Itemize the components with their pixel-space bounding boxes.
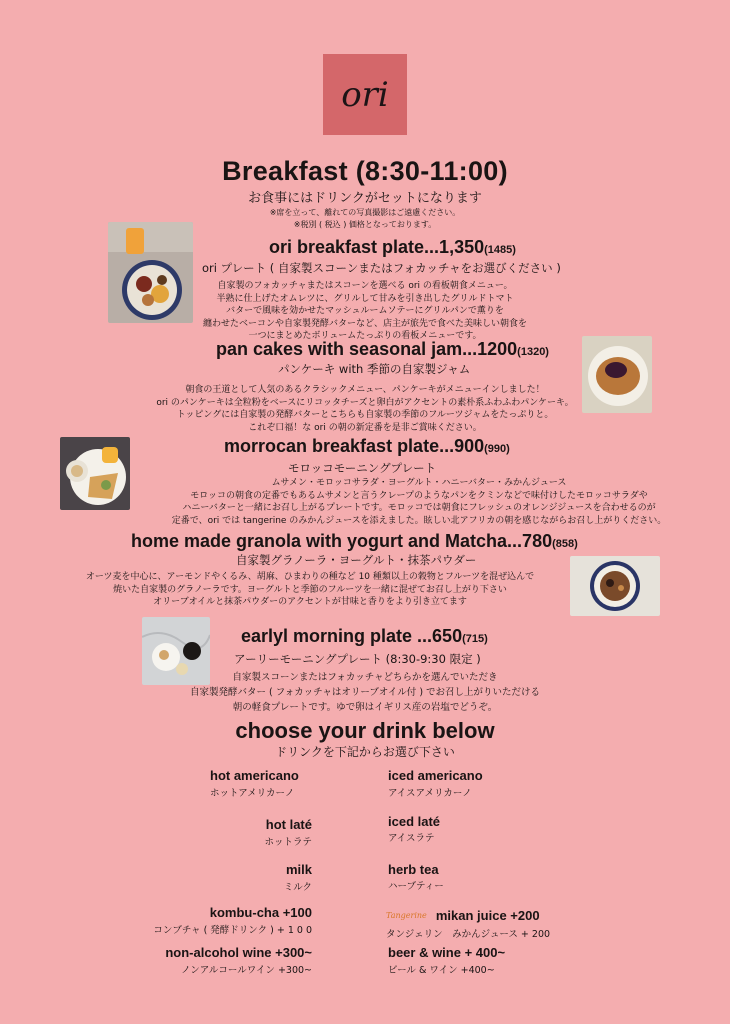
moroccan-plate-photo	[60, 437, 130, 510]
granola-photo	[570, 556, 660, 616]
desc-line: モロッコの朝食の定番でもあるムサメンと言うクレープのようなパンをクミンなどで味付けしたモロッコサラダや	[190, 490, 648, 501]
drink-jp: ホットアメリカーノ	[210, 788, 295, 799]
item-3-tax: (990)	[484, 443, 510, 455]
drinks-title: choose your drink below	[235, 718, 495, 743]
drink-non-alcohol-wine	[100, 945, 312, 976]
drink-jp: アイスアメリカーノ	[388, 788, 472, 799]
desc-line: 朝食の王道として人気のあるクラシックメニュー、パンケーキがメニューインしました！	[185, 385, 545, 395]
item-1-name: ori breakfast plate...1,350	[269, 237, 485, 257]
drink-name: non-alcohol wine +300~	[165, 945, 312, 960]
drink-jp: コンブチャ ( 発酵ドリンク ) + 1 0 0	[153, 925, 312, 936]
drink-jp: ハーブティー	[388, 881, 444, 892]
item-4-name: home made granola with yogurt and Matcha...780	[131, 531, 553, 551]
item-3-desc	[134, 477, 704, 527]
drink-jp: ノンアルコールワイン +300~	[181, 965, 312, 976]
desc-line: ムサメン・モロッコサラダ・ヨーグルト・ハニーバター・みかんジュース	[271, 478, 567, 488]
drink-name: iced americano	[388, 768, 483, 783]
item-5-desc	[0, 670, 730, 715]
desc-line: 半熟に仕上げたオムレツに、グリルして甘みを引き出したグリルドトマト	[216, 293, 514, 304]
item-1-title	[269, 237, 516, 258]
page-title: Breakfast (8:30-11:00)	[222, 156, 508, 186]
item-5-tax: (715)	[462, 633, 488, 645]
drink-jp: ビール & ワイン +400~	[388, 965, 495, 976]
item-2-name: pan cakes with seasonal jam...1200	[216, 339, 518, 359]
drink-name: beer & wine + 400~	[388, 945, 506, 960]
drink-name: mikan juice +200	[435, 908, 540, 923]
item-3-name: morrocan breakfast plate...900	[224, 436, 485, 456]
item-5-name: earlyl morning plate ...650	[241, 626, 463, 646]
item-4-tax: (858)	[552, 538, 578, 550]
item-1-desc	[0, 280, 730, 343]
item-3-title	[224, 436, 510, 457]
drink-herb-tea	[388, 862, 588, 892]
drink-beer-wine	[388, 945, 608, 976]
desc-line: バターで風味を効かせたマッシュルームソテーにグリルパンで薫りを	[226, 306, 504, 316]
item-5-jp: アーリーモーニングプレート (8:30-9:30 限定 )	[234, 652, 481, 666]
desc-line: ハニーバターと一緒にお召し上がるプレートです。モロッコでは朝食にフレッシュのオレンジジュースを合わせるのが	[182, 503, 656, 513]
item-5-title	[241, 626, 488, 647]
desc-line: これぞ口福！な ori の朝の新定番を是非ご賞味ください。	[248, 422, 482, 433]
desc-line: 纏わせたベーコンや自家製発酵バターなど、店主が旅先で食べた美味しい朝食を	[202, 318, 527, 329]
drink-kombucha	[120, 905, 312, 936]
drink-jp: ミルク	[283, 882, 312, 893]
desc-line: 焼いた自家製のグラノーラです。ヨーグルトと季節のフルーツを一緒に混ぜてお召し上がり下さい	[113, 584, 507, 595]
desc-line: 定番で、ori では tangerine のみかんジュースを添えました。眩しい北アフリカの朝を感じながらお召し上がりください。	[171, 515, 667, 526]
desc-line: 自家製スコーンまたはフォカッチャどちらかを選んでいただき	[232, 672, 498, 683]
desc-line: オーツ麦を中心に、アーモンドやくるみ、胡麻、ひまわりの種など 10 種類以上の穀物とフルーツを混ぜ込んで	[85, 572, 535, 582]
drink-name: iced laté	[388, 814, 441, 829]
item-2-jp: パンケーキ with 季節の自家製ジャム	[278, 362, 471, 376]
drink-mikan-juice	[386, 905, 616, 940]
item-1-jp: ori プレート ( 自家製スコーンまたはフォカッチャをお選びください )	[202, 261, 561, 275]
drink-name: hot americano	[210, 768, 299, 783]
desc-line: オリーブオイルと抹茶パウダーのアクセントが甘味と香りをより引き立てます	[153, 597, 467, 607]
drink-jp: アイスラテ	[388, 833, 435, 844]
drink-hot-late	[200, 817, 312, 848]
page-subtitle: お食事にはドリンクがセットになります	[248, 191, 482, 206]
item-3-jp: モロッコモーニングプレート	[288, 461, 437, 475]
item-4-title	[131, 531, 578, 552]
item-2-title	[216, 339, 549, 360]
logo	[323, 54, 407, 135]
desc-line: ori のパンケーキは全粒粉をベースにリコッタチーズと卵白がアクセントの素朴系ふわふわパンケーキ。	[156, 397, 574, 408]
logo-text: ori	[341, 74, 389, 115]
item-1-tax: (1485)	[484, 244, 516, 256]
drink-name: kombu-cha +100	[209, 905, 312, 920]
tangerine-logo-badge: Tangerine	[386, 911, 427, 920]
note-1: ※席を立って、離れての写真撮影はご遠慮ください。	[269, 208, 461, 217]
item-2-tax: (1320)	[517, 346, 549, 358]
desc-line: 朝の軽食プレートです。ゆで卵はイギリス産の岩塩でどうぞ。	[232, 702, 498, 713]
desc-line: 一つにまとめたボリュームたっぷりの看板メニューです。	[248, 331, 482, 341]
drink-name: hot laté	[265, 817, 312, 832]
item-2-desc	[0, 384, 730, 434]
item-4-desc	[44, 571, 576, 609]
drink-hot-americano	[210, 768, 312, 799]
drinks-subtitle: ドリンクを下記からお選び下さい	[275, 745, 455, 759]
drink-milk	[200, 862, 312, 893]
desc-line: 自家製のフォカッチャまたはスコーンを選べる ori の看板朝食メニュー。	[217, 281, 513, 291]
note-2: ※税別 ( 税込 ) 価格となっております。	[293, 220, 437, 229]
desc-line: トッピングには自家製の発酵バターとこちらも自家製の季節のフルーツジャムをたっぷりと。	[176, 410, 554, 420]
drink-name: milk	[285, 862, 312, 877]
drink-jp: ホットラテ	[264, 837, 312, 848]
drink-jp: タンジェリン みかんジュース + 200	[386, 929, 551, 940]
drink-iced-late	[388, 814, 588, 844]
drink-iced-americano	[388, 768, 588, 799]
desc-line: 自家製発酵バター ( フォカッチャはオリーブオイル付 ) でお召し上がりいただける	[189, 687, 541, 698]
item-4-jp: 自家製グラノーラ・ヨーグルト・抹茶パウダー	[236, 553, 477, 567]
drink-name: herb tea	[388, 862, 439, 877]
